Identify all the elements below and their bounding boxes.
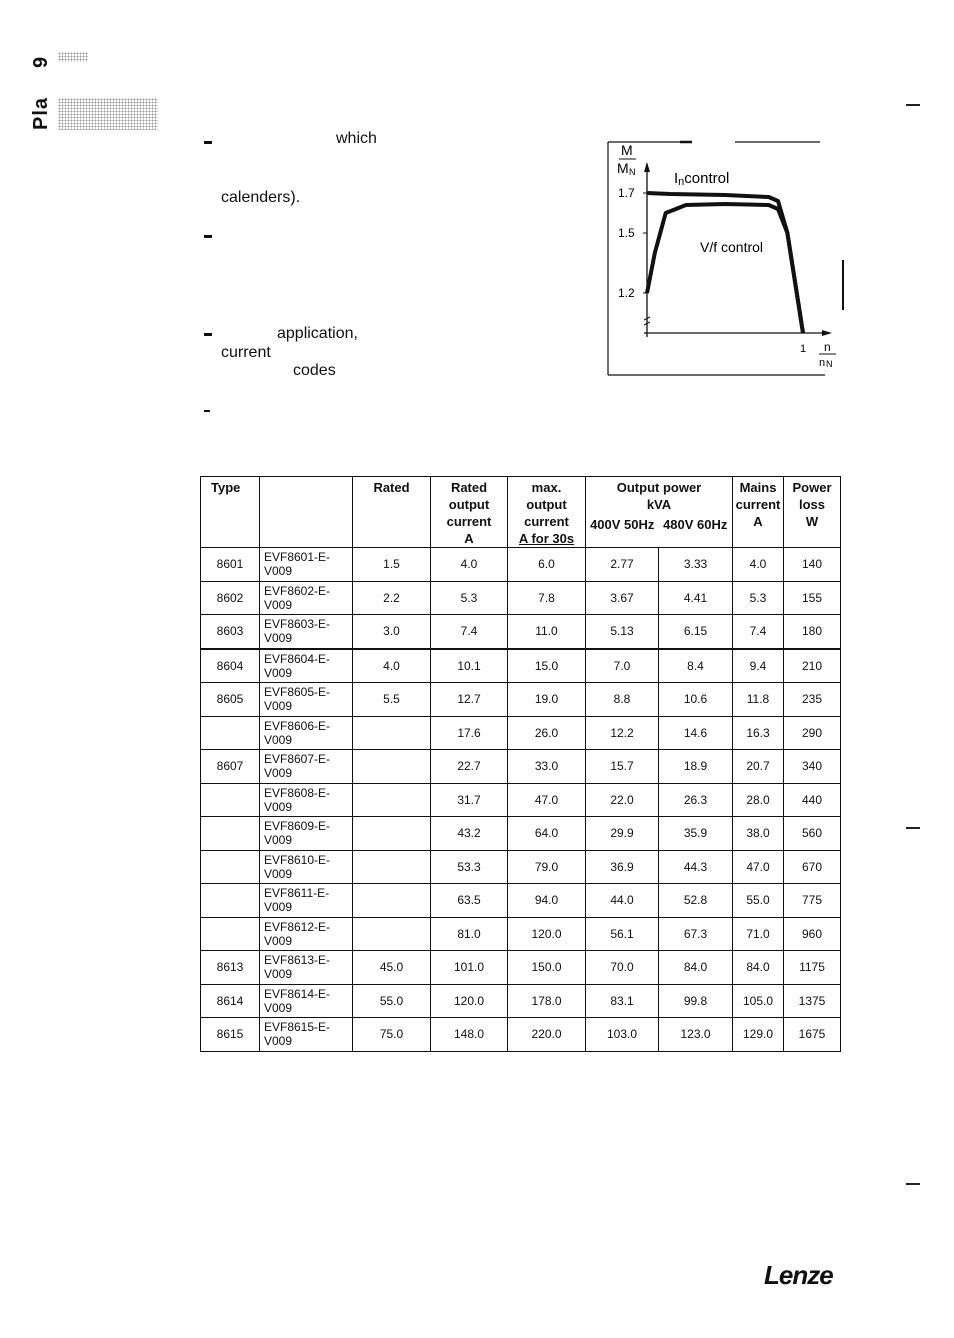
bullet-marker — [204, 235, 212, 238]
cell-kva-480v: 84.0 — [659, 951, 733, 985]
cell-code: EVF8602-E-V009 — [260, 581, 353, 615]
cell-type — [201, 850, 260, 884]
cell-type: 8603 — [201, 615, 260, 649]
cell-power-loss: 775 — [784, 884, 841, 918]
cell-mains-current: 105.0 — [733, 984, 784, 1018]
cell-type: 8602 — [201, 581, 260, 615]
table-row — [201, 1018, 841, 1052]
table-row — [201, 683, 841, 717]
header-max-output-current: max. output current A for 30s — [508, 477, 586, 548]
chart-xlabel-numerator: n — [824, 340, 831, 354]
cell-code: EVF8606-E-V009 — [260, 716, 353, 750]
header-mains-current: Mains current A — [733, 477, 784, 548]
cell-type — [201, 783, 260, 817]
lenze-logo: Lenze — [764, 1260, 833, 1290]
cell-kva-480v: 3.33 — [659, 548, 733, 582]
series-label-incontrol — [674, 170, 729, 188]
table-body — [201, 548, 841, 1052]
cell-kva-480v: 67.3 — [659, 917, 733, 951]
x-tick-label: 1 — [800, 343, 807, 355]
cell-power-loss: 210 — [784, 649, 841, 683]
chart-ylabel-denominator: M — [617, 160, 629, 176]
series-label-incontrol-sub: n — [678, 176, 685, 188]
cell-kva-400v: 22.0 — [586, 783, 659, 817]
header-power-loss: Power loss W — [784, 477, 841, 548]
cell-output-current: 5.3 — [431, 581, 508, 615]
cell-power-loss: 155 — [784, 581, 841, 615]
cell-mains-current: 20.7 — [733, 750, 784, 784]
cell-kva-400v: 12.2 — [586, 716, 659, 750]
cell-kva-480v: 99.8 — [659, 984, 733, 1018]
cell-power-loss: 340 — [784, 750, 841, 784]
cell-type: 8601 — [201, 548, 260, 582]
cell-kva-480v: 44.3 — [659, 850, 733, 884]
cell-kva-480v: 26.3 — [659, 783, 733, 817]
cell-rated: 5.5 — [353, 683, 431, 717]
cell-mains-current: 84.0 — [733, 951, 784, 985]
cell-output-current: 12.7 — [431, 683, 508, 717]
cell-code: EVF8605-E-V009 — [260, 683, 353, 717]
cell-output-current: 17.6 — [431, 716, 508, 750]
cell-rated — [353, 850, 431, 884]
cell-kva-480v: 18.9 — [659, 750, 733, 784]
cell-kva-480v: 52.8 — [659, 884, 733, 918]
cell-output-current: 120.0 — [431, 984, 508, 1018]
cell-output-current: 10.1 — [431, 649, 508, 683]
chapter-tab-label: Pla — [30, 96, 52, 130]
cell-power-loss: 1375 — [784, 984, 841, 1018]
cell-rated — [353, 917, 431, 951]
series-line-vf-control — [647, 204, 803, 333]
cell-rated: 4.0 — [353, 649, 431, 683]
cell-rated: 2.2 — [353, 581, 431, 615]
cell-mains-current: 9.4 — [733, 649, 784, 683]
cell-output-current: 4.0 — [431, 548, 508, 582]
chapter-number: 9 — [30, 56, 52, 68]
cell-mains-current: 28.0 — [733, 783, 784, 817]
cell-code: EVF8609-E-V009 — [260, 817, 353, 851]
cell-rated: 75.0 — [353, 1018, 431, 1052]
table-row — [201, 649, 841, 683]
cell-power-loss: 140 — [784, 548, 841, 582]
cell-output-current: 31.7 — [431, 783, 508, 817]
header-kva-480v: 480V 60Hz — [659, 514, 733, 547]
cell-max-current: 120.0 — [508, 917, 586, 951]
cell-mains-current: 47.0 — [733, 850, 784, 884]
series-label-incontrol-rest: control — [684, 170, 730, 187]
cell-code: EVF8603-E-V009 — [260, 615, 353, 649]
bullet-1-text-a: which — [336, 130, 377, 147]
cell-max-current: 220.0 — [508, 1018, 586, 1052]
cell-kva-400v: 36.9 — [586, 850, 659, 884]
cell-kva-400v: 103.0 — [586, 1018, 659, 1052]
cell-type: 8614 — [201, 984, 260, 1018]
table-row — [201, 615, 841, 649]
cell-output-current: 7.4 — [431, 615, 508, 649]
cell-output-current: 22.7 — [431, 750, 508, 784]
series-label-vf-control: V/f control — [700, 239, 764, 255]
table-row — [201, 917, 841, 951]
margin-mark — [906, 1183, 920, 1185]
cell-power-loss: 670 — [784, 850, 841, 884]
cell-rated: 55.0 — [353, 984, 431, 1018]
cell-power-loss: 560 — [784, 817, 841, 851]
cell-kva-400v: 7.0 — [586, 649, 659, 683]
chapter-tab-pattern — [58, 52, 88, 62]
cell-code: EVF8604-E-V009 — [260, 649, 353, 683]
cell-kva-480v: 8.4 — [659, 649, 733, 683]
cell-rated — [353, 750, 431, 784]
cell-code: EVF8611-E-V009 — [260, 884, 353, 918]
cell-kva-400v: 8.8 — [586, 683, 659, 717]
cell-rated — [353, 783, 431, 817]
cell-output-current: 148.0 — [431, 1018, 508, 1052]
cell-max-current: 79.0 — [508, 850, 586, 884]
cell-type — [201, 817, 260, 851]
cell-type: 8613 — [201, 951, 260, 985]
cell-kva-400v: 83.1 — [586, 984, 659, 1018]
bullet-marker — [204, 333, 212, 336]
cell-max-current: 7.8 — [508, 581, 586, 615]
cell-kva-400v: 56.1 — [586, 917, 659, 951]
cell-mains-current: 16.3 — [733, 716, 784, 750]
cell-kva-400v: 15.7 — [586, 750, 659, 784]
cell-max-current: 64.0 — [508, 817, 586, 851]
cell-type — [201, 917, 260, 951]
cell-power-loss: 1175 — [784, 951, 841, 985]
cell-mains-current: 38.0 — [733, 817, 784, 851]
header-output-power: Output power kVA — [586, 477, 733, 515]
table-header-row — [201, 477, 841, 515]
chart-y-arrow — [644, 162, 650, 172]
y-tick-label: 1.7 — [618, 186, 635, 200]
cell-kva-400v: 2.77 — [586, 548, 659, 582]
chart-xlabel-denominator-sub: N — [826, 359, 833, 369]
table-row — [201, 716, 841, 750]
cell-type: 8604 — [201, 649, 260, 683]
bullet-marker — [204, 410, 210, 412]
chart-series — [647, 193, 803, 333]
cell-rated: 1.5 — [353, 548, 431, 582]
cell-kva-480v: 14.6 — [659, 716, 733, 750]
cell-type: 8615 — [201, 1018, 260, 1052]
torque-speed-chart — [600, 132, 850, 382]
cell-type — [201, 884, 260, 918]
cell-power-loss: 1675 — [784, 1018, 841, 1052]
table-row — [201, 783, 841, 817]
header-kva-400v: 400V 50Hz — [586, 514, 659, 547]
series-label-incontrol-i: I — [674, 170, 679, 187]
cell-output-current: 63.5 — [431, 884, 508, 918]
cell-code: EVF8614-E-V009 — [260, 984, 353, 1018]
cell-output-current: 53.3 — [431, 850, 508, 884]
chart-x-ticks — [800, 343, 806, 355]
cell-rated — [353, 884, 431, 918]
chart-xlabel-denominator: n — [819, 357, 826, 369]
cell-mains-current: 129.0 — [733, 1018, 784, 1052]
cell-max-current: 11.0 — [508, 615, 586, 649]
cell-max-current: 150.0 — [508, 951, 586, 985]
cell-code: EVF8615-E-V009 — [260, 1018, 353, 1052]
cell-code: EVF8607-E-V009 — [260, 750, 353, 784]
cell-kva-480v: 4.41 — [659, 581, 733, 615]
cell-mains-current: 5.3 — [733, 581, 784, 615]
cell-kva-480v: 6.15 — [659, 615, 733, 649]
chapter-tab-shading — [58, 98, 158, 130]
cell-mains-current: 11.8 — [733, 683, 784, 717]
chart-ylabel-numerator: M — [621, 142, 633, 158]
cell-code: EVF8608-E-V009 — [260, 783, 353, 817]
cell-max-current: 47.0 — [508, 783, 586, 817]
table-row — [201, 548, 841, 582]
cell-max-current: 94.0 — [508, 884, 586, 918]
cell-code: EVF8612-E-V009 — [260, 917, 353, 951]
cell-kva-480v: 10.6 — [659, 683, 733, 717]
cell-mains-current: 55.0 — [733, 884, 784, 918]
table-row — [201, 817, 841, 851]
cell-power-loss: 440 — [784, 783, 841, 817]
cell-type — [201, 716, 260, 750]
cell-max-current: 19.0 — [508, 683, 586, 717]
table-row — [201, 884, 841, 918]
bullet-marker — [204, 141, 212, 144]
cell-power-loss: 180 — [784, 615, 841, 649]
y-tick-label: 1.5 — [618, 226, 635, 240]
cell-kva-400v: 29.9 — [586, 817, 659, 851]
cell-type: 8605 — [201, 683, 260, 717]
cell-kva-400v: 3.67 — [586, 581, 659, 615]
cell-power-loss: 290 — [784, 716, 841, 750]
y-tick-label: 1.2 — [618, 286, 635, 300]
cell-output-current: 43.2 — [431, 817, 508, 851]
margin-mark — [906, 827, 920, 829]
header-rated-output-current: Rated output current A — [431, 477, 508, 548]
bullet-3-text-a: application, — [277, 325, 358, 342]
cell-kva-400v: 44.0 — [586, 884, 659, 918]
ratings-table — [200, 476, 841, 1052]
cell-max-current: 15.0 — [508, 649, 586, 683]
cell-rated — [353, 716, 431, 750]
table-row — [201, 750, 841, 784]
cell-max-current: 6.0 — [508, 548, 586, 582]
cell-rated — [353, 817, 431, 851]
table-row — [201, 984, 841, 1018]
header-type: Type — [201, 477, 260, 548]
cell-power-loss: 235 — [784, 683, 841, 717]
margin-mark — [906, 104, 920, 106]
bullet-1-text-b: calenders). — [221, 189, 301, 206]
cell-rated: 3.0 — [353, 615, 431, 649]
cell-power-loss: 960 — [784, 917, 841, 951]
header-rated: Rated — [353, 477, 431, 548]
cell-kva-480v: 35.9 — [659, 817, 733, 851]
table-row — [201, 850, 841, 884]
cell-mains-current: 4.0 — [733, 548, 784, 582]
cell-kva-400v: 5.13 — [586, 615, 659, 649]
header-code — [260, 477, 353, 548]
bullet-3-text-b: current — [221, 344, 271, 361]
chart-x-arrow — [822, 330, 832, 336]
cell-max-current: 33.0 — [508, 750, 586, 784]
cell-kva-400v: 70.0 — [586, 951, 659, 985]
cell-rated: 45.0 — [353, 951, 431, 985]
cell-mains-current: 7.4 — [733, 615, 784, 649]
cell-max-current: 178.0 — [508, 984, 586, 1018]
cell-max-current: 26.0 — [508, 716, 586, 750]
cell-type: 8607 — [201, 750, 260, 784]
cell-code: EVF8601-E-V009 — [260, 548, 353, 582]
table-row — [201, 581, 841, 615]
cell-code: EVF8613-E-V009 — [260, 951, 353, 985]
chart-y-ticks — [618, 186, 647, 300]
bullet-3-text-c: codes — [293, 362, 336, 379]
cell-mains-current: 71.0 — [733, 917, 784, 951]
chart-ylabel-denominator-sub: N — [629, 167, 636, 177]
cell-output-current: 101.0 — [431, 951, 508, 985]
cell-kva-480v: 123.0 — [659, 1018, 733, 1052]
cell-output-current: 81.0 — [431, 917, 508, 951]
table-row — [201, 951, 841, 985]
cell-code: EVF8610-E-V009 — [260, 850, 353, 884]
